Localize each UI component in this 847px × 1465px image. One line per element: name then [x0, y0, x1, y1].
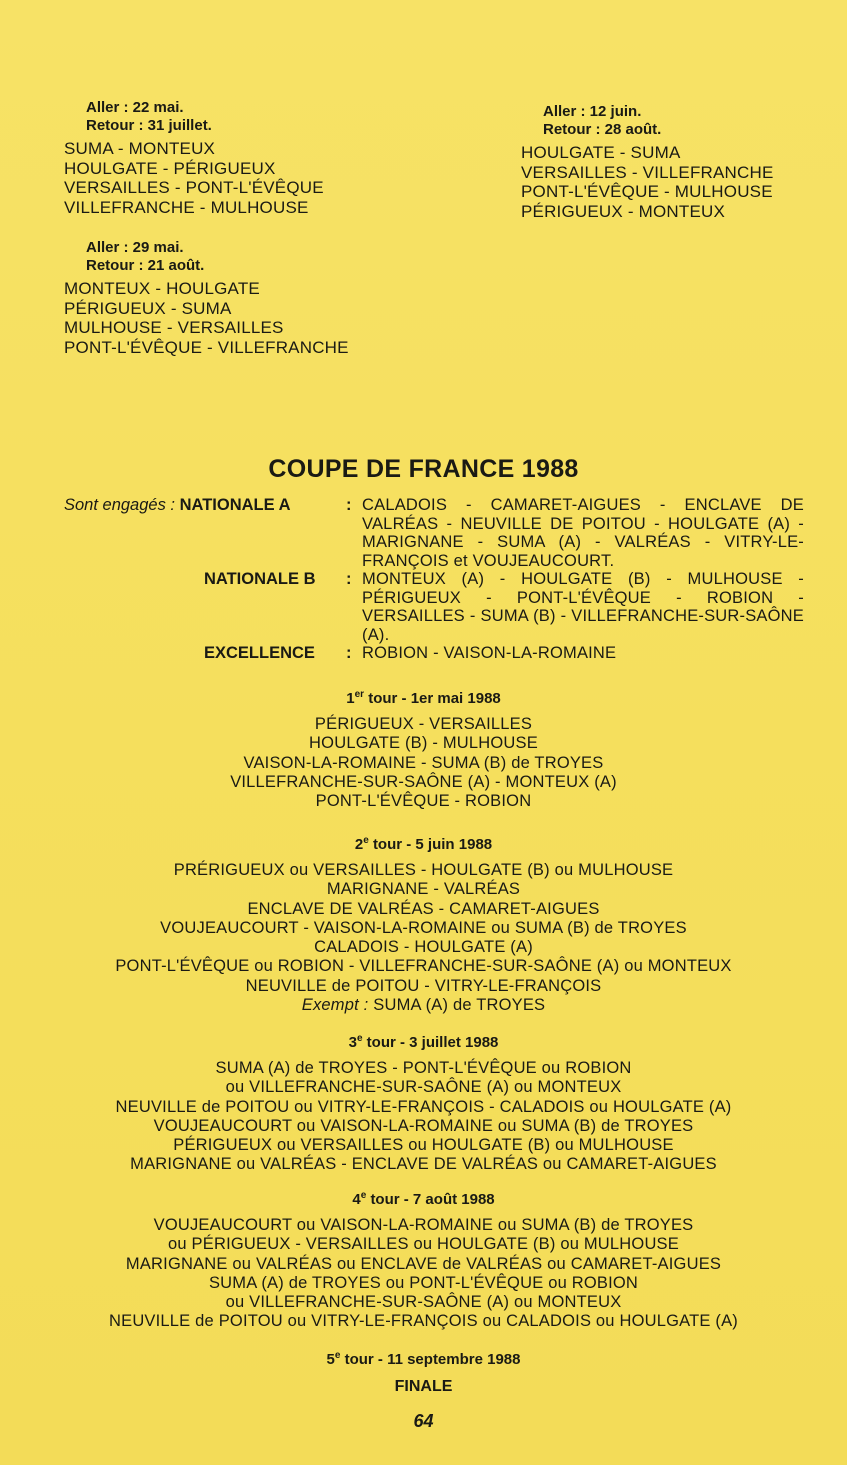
entry-label: NATIONALE B: [204, 570, 316, 588]
retour-date: Retour : 28 août.: [543, 121, 662, 138]
match-line: HOULGATE (B) - MULHOUSE: [309, 734, 538, 753]
entry-row: [64, 496, 824, 570]
round-number: 3: [348, 1034, 357, 1051]
match-line: VERSAILLES - PONT-L'ÉVÊQUE: [64, 178, 324, 197]
round-5: [0, 1350, 847, 1396]
match-list: [521, 143, 774, 221]
match-list: [64, 279, 349, 357]
entry-colon: :: [346, 644, 352, 662]
match-line: CALADOIS - HOULGATE (A): [314, 938, 533, 957]
round-ordinal: e: [334, 1350, 341, 1361]
match-line: PÉRIGUEUX - MONTEUX: [521, 201, 726, 221]
round-2: [0, 836, 847, 1015]
match-line: PÉRIGUEUX ou VERSAILLES ou HOULGATE (B) ou MULHOUSE: [173, 1136, 674, 1155]
match-line: PÉRIGUEUX - VERSAILLES: [314, 715, 533, 733]
round-matches: [0, 861, 847, 1015]
match-line: PRÉRIGUEUX ou VERSAILLES - HOULGATE (B) ou MULHOUSE: [173, 861, 674, 879]
match-line: NEUVILLE de POITOU ou VITRY-LE-FRANÇOIS - CALADOIS ou HOULGATE (A): [115, 1097, 732, 1116]
fixture-block-1: [64, 99, 324, 217]
round-ordinal: e: [360, 1190, 367, 1201]
fixture-dates: [521, 103, 774, 139]
page-number: 64: [413, 1411, 434, 1431]
match-line: PONT-L'ÉVÊQUE ou ROBION - VILLEFRANCHE-SUR-SAÔNE (A) ou MONTEUX: [115, 957, 732, 976]
match-line: MARIGNANE - VALRÉAS: [326, 880, 521, 899]
entry-intro-and-label: [64, 496, 291, 515]
match-line: MARIGNANE ou VALRÉAS - ENCLAVE DE VALRÉAS ou CAMARET-AIGUES: [130, 1155, 717, 1174]
match-line: PONT-L'ÉVÊQUE - MULHOUSE: [521, 182, 773, 201]
match-line: MONTEUX - HOULGATE: [64, 279, 260, 298]
round-ordinal: er: [354, 689, 365, 700]
round-number: 1: [346, 690, 355, 707]
match-line: VILLEFRANCHE-SUR-SAÔNE (A) - MONTEUX (A): [230, 772, 617, 791]
match-line: SUMA (A) de TROYES ou PONT-L'ÉVÊQUE ou ROBION: [208, 1273, 639, 1292]
match-line: VILLEFRANCHE - MULHOUSE: [64, 197, 309, 217]
match-line: NEUVILLE de POITOU ou VITRY-LE-FRANÇOIS ou CALADOIS ou HOULGATE (A): [109, 1312, 738, 1331]
match-line: PONT-L'ÉVÊQUE - VILLEFRANCHE: [64, 337, 349, 357]
cup-entries: [64, 496, 824, 663]
aller-date: Aller : 22 mai.: [86, 99, 184, 116]
entry-colon: :: [346, 496, 352, 514]
match-line: MULHOUSE - VERSAILLES: [64, 318, 284, 337]
round-date: tour - 5 juin 1988: [372, 836, 493, 853]
match-line: VOUJEAUCOURT ou VAISON-LA-ROMAINE ou SUMA (B) de TROYES: [153, 1216, 694, 1234]
round-number: 4: [352, 1191, 361, 1208]
final-label: FINALE: [394, 1378, 453, 1395]
round-date: tour - 3 juillet 1988: [366, 1034, 499, 1051]
round-title: [0, 1350, 847, 1368]
round-title: [0, 1034, 847, 1051]
match-line: ENCLAVE DE VALRÉAS - CAMARET-AIGUES: [247, 899, 600, 918]
entry-value: ROBION - VAISON-LA-ROMAINE: [362, 644, 617, 662]
retour-date: Retour : 21 août.: [86, 257, 205, 274]
exempt-line: [0, 996, 847, 1015]
exempt-value: SUMA (A) de TROYES: [373, 996, 546, 1015]
match-line: ou PÉRIGUEUX - VERSAILLES ou HOULGATE (B) ou MULHOUSE: [168, 1235, 679, 1254]
round-4: [0, 1191, 847, 1332]
round-title: [0, 836, 847, 853]
entry-value: CALADOIS - CAMARET-AIGUES - ENCLAVE DE VALRÉAS - NEUVILLE DE POITOU - HOULGATE (A) - MARIGNANE - SUMA (A) - VALRÉAS - VITRY-LE-FRANÇOIS et VOUJEAUCOURT.: [362, 496, 804, 570]
fixture-dates: [64, 239, 349, 275]
fixture-dates: [64, 99, 324, 135]
entries-intro: Sont engagés :: [64, 496, 176, 514]
round-date: tour - 7 août 1988: [370, 1191, 495, 1208]
round-ordinal: e: [363, 835, 369, 846]
fixture-block-3: [521, 103, 774, 221]
match-line: HOULGATE - PÉRIGUEUX: [64, 158, 276, 178]
round-number: 2: [354, 836, 364, 853]
match-line: VOUJEAUCOURT - VAISON-LA-ROMAINE ou SUMA (B) de TROYES: [160, 918, 687, 937]
match-list: [64, 139, 324, 217]
match-line: PONT-L'ÉVÊQUE - ROBION: [315, 792, 532, 811]
retour-date: Retour : 31 juillet.: [86, 117, 212, 134]
match-line: NEUVILLE de POITOU - VITRY-LE-FRANÇOIS: [245, 976, 602, 995]
round-matches: [0, 1216, 847, 1332]
round-1: [0, 690, 847, 811]
match-line: ou VILLEFRANCHE-SUR-SAÔNE (A) ou MONTEUX: [225, 1293, 622, 1312]
entry-colon: :: [346, 570, 352, 588]
match-line: VOUJEAUCOURT ou VAISON-LA-ROMAINE ou SUMA (B) de TROYES: [153, 1116, 694, 1135]
round-title: [0, 690, 847, 707]
entry-row: [64, 570, 824, 644]
round-matches: [0, 1059, 847, 1175]
match-line: HOULGATE - SUMA: [521, 143, 681, 162]
entry-value: MONTEUX (A) - HOULGATE (B) - MULHOUSE - PÉRIGUEUX - PONT-L'ÉVÊQUE - ROBION - VERSAILLES - SUMA (B) - VILLEFRANCHE-SUR-SAÔNE (A).: [362, 570, 804, 644]
entry-row: [64, 644, 824, 663]
aller-date: Aller : 12 juin.: [543, 103, 642, 120]
round-ordinal: e: [356, 1033, 363, 1044]
round-date: tour - 11 septembre 1988: [344, 1351, 521, 1368]
entry-label: EXCELLENCE: [204, 644, 315, 662]
round-title: [0, 1191, 847, 1208]
match-line: PÉRIGUEUX - SUMA: [64, 298, 232, 318]
match-line: VERSAILLES - VILLEFRANCHE: [521, 162, 774, 182]
entry-label: NATIONALE A: [179, 496, 291, 514]
round-matches: [0, 715, 847, 811]
fixture-block-2: [64, 239, 349, 357]
aller-date: Aller : 29 mai.: [86, 239, 184, 256]
match-line: MARIGNANE ou VALRÉAS ou ENCLAVE de VALRÉAS ou CAMARET-AIGUES: [125, 1254, 722, 1273]
match-line: VAISON-LA-ROMAINE - SUMA (B) de TROYES: [243, 753, 604, 772]
match-line: SUMA - MONTEUX: [64, 139, 216, 158]
round-3: [0, 1034, 847, 1175]
cup-title: COUPE DE FRANCE 1988: [268, 455, 579, 483]
exempt-label: Exempt :: [301, 996, 369, 1015]
round-number: 5: [326, 1351, 335, 1368]
match-line: SUMA (A) de TROYES - PONT-L'ÉVÊQUE ou ROBION: [215, 1059, 632, 1077]
round-date: tour - 1er mai 1988: [368, 690, 501, 707]
match-line: ou VILLEFRANCHE-SUR-SAÔNE (A) ou MONTEUX: [225, 1078, 622, 1097]
